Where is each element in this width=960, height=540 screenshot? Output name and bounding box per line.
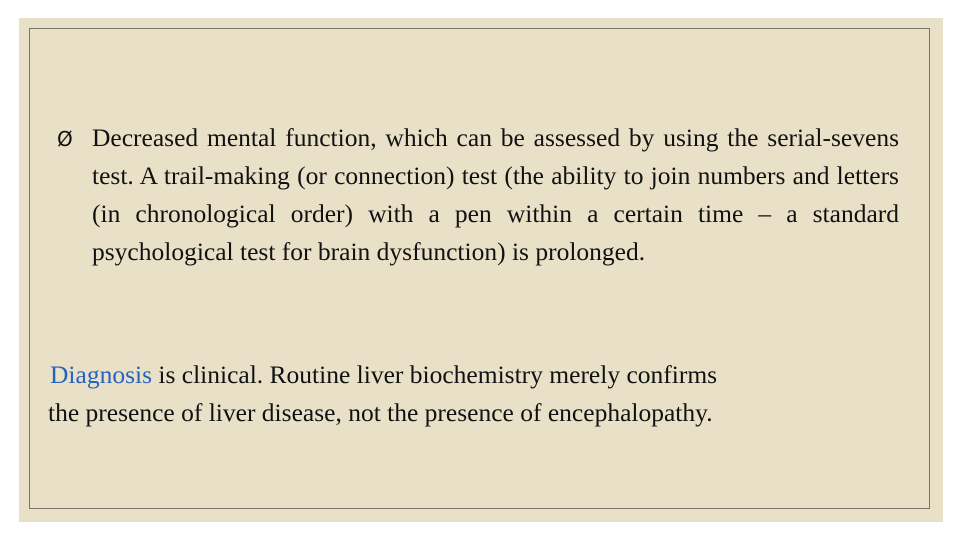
diagnosis-line-1-rest: is clinical. Routine liver biochemistry merely confirms [152, 360, 718, 389]
slide [19, 18, 943, 522]
bullet-text: Decreased mental function, which can be assessed by using the serial-sevens test. A trail-making (or connection) test (the ability to join numbers and letters (in chronological order) with a pen within a certain time – a standard psychological test for brain dysfunction) is prolonged. [92, 123, 899, 266]
diagnosis-paragraph [48, 356, 908, 432]
diagnosis-line-1 [48, 356, 908, 394]
diagnosis-term: Diagnosis [50, 360, 152, 389]
diagnosis-line-2: the presence of liver disease, not the presence of encephalopathy. [48, 398, 713, 427]
bullet-point [57, 119, 899, 271]
arrow-bullet-icon: Ø [57, 127, 73, 151]
